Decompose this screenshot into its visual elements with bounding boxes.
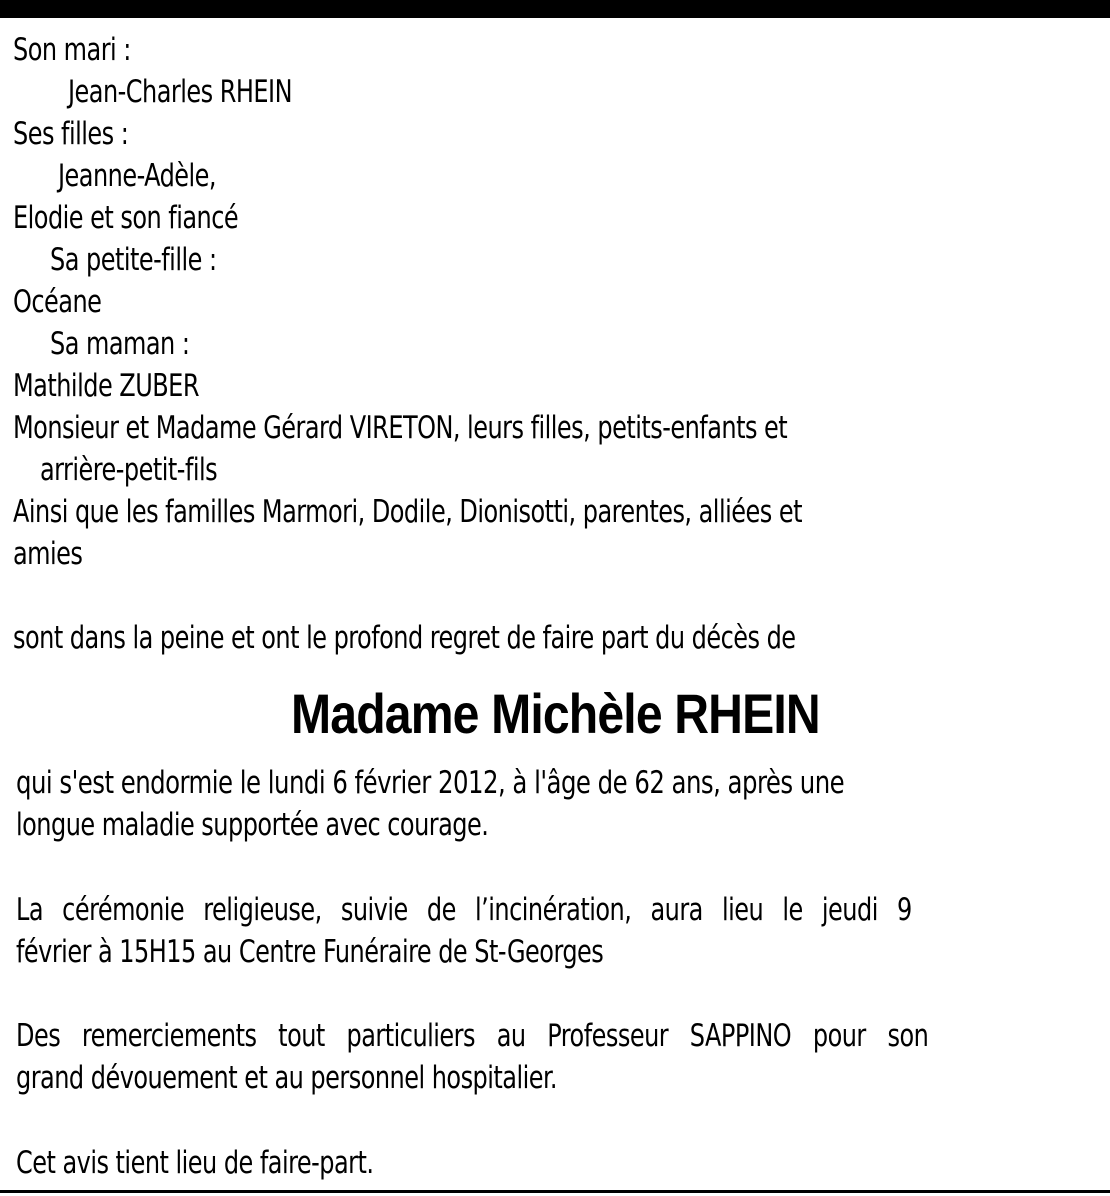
granddaughter-name: Océane <box>13 284 102 320</box>
deceased-name-heading <box>0 676 1110 752</box>
ceremony-line-2: février à 15H15 au Centre Funéraire de St-Georges <box>16 934 604 970</box>
announcement-text: sont dans la peine et ont le profond regret de faire part du décès de <box>13 620 796 656</box>
thanks-line-2: grand dévouement et au personnel hospitalier. <box>16 1060 558 1096</box>
ceremony-line-1-text: La cérémonie religieuse, suivie de l’incinération, aura lieu le jeudi 9 <box>16 892 912 928</box>
vireton-family-line-1: Monsieur et Madame Gérard VIRETON, leurs filles, petits-enfants et <box>13 410 788 446</box>
death-line-1: qui s'est endormie le lundi 6 février 2012, à l'âge de 62 ans, après une <box>16 765 845 801</box>
daughter-name-1: Jeanne-Adèle, <box>58 158 217 194</box>
husband-label: Son mari : <box>13 32 131 68</box>
top-border-rule <box>0 0 1110 18</box>
bottom-border-rule <box>0 1190 1110 1193</box>
other-families-line-2: amies <box>13 536 83 572</box>
mother-label: Sa maman : <box>50 326 190 362</box>
daughters-label: Ses filles : <box>13 116 129 152</box>
other-families-line-1: Ainsi que les familles Marmori, Dodile, Dionisotti, parentes, alliées et <box>13 494 802 530</box>
death-line-2: longue maladie supportée avec courage. <box>16 807 489 843</box>
vireton-family-line-2: arrière-petit-fils <box>40 452 218 488</box>
thanks-line-1: Des remerciements tout particuliers au Professeur SAPPINO pour son <box>16 1018 929 1054</box>
husband-name: Jean-Charles RHEIN <box>68 74 293 110</box>
granddaughter-label: Sa petite-fille : <box>50 242 217 278</box>
mother-name: Mathilde ZUBER <box>13 368 199 404</box>
ceremony-line-1 <box>16 889 1076 931</box>
daughter-name-2: Elodie et son fiancé <box>13 200 239 236</box>
closing-text: Cet avis tient lieu de faire-part. <box>16 1145 374 1181</box>
deceased-name: Madame Michèle RHEIN <box>290 682 820 745</box>
ceremony-line-1-wrapper <box>16 889 1076 931</box>
